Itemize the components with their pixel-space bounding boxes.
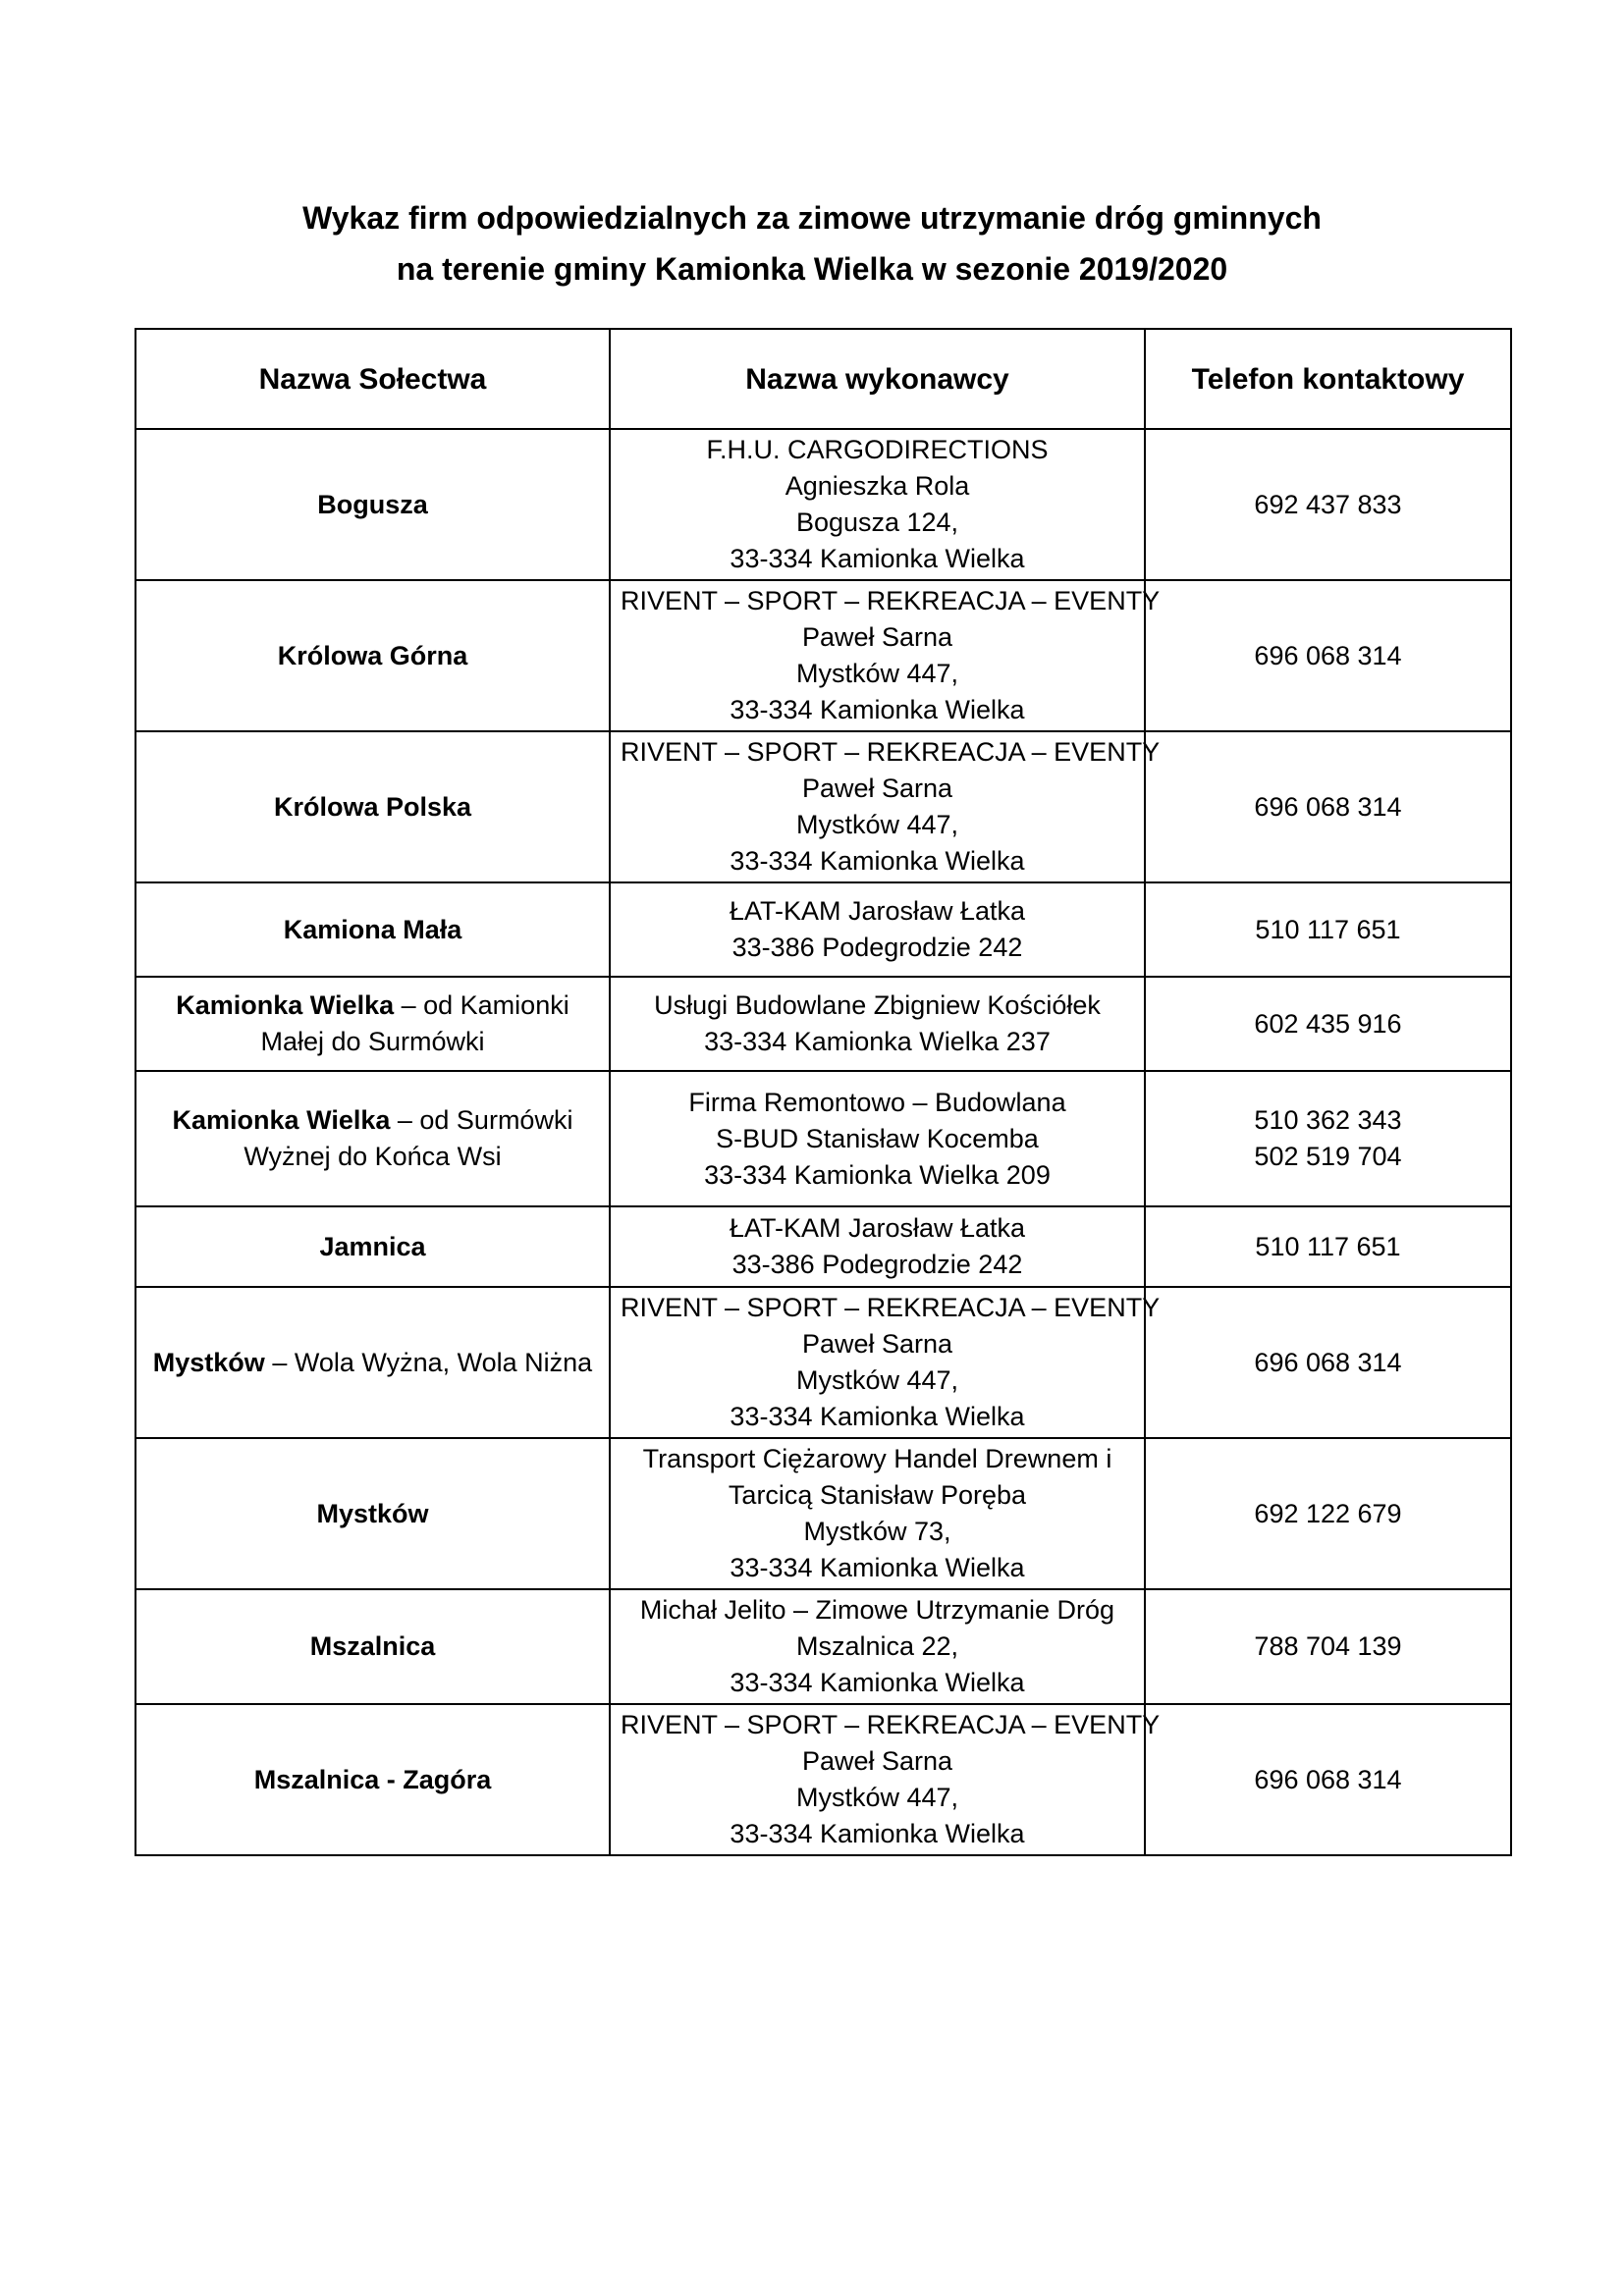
contractors-table: [135, 328, 1512, 1856]
contractor-line: Firma Remontowo – Budowlana: [688, 1087, 1066, 1117]
contractor-cell: [610, 1071, 1145, 1206]
phone-number: 696 068 314: [1254, 1347, 1402, 1377]
phone-number: 510 117 651: [1255, 914, 1401, 944]
contractor-line: Mystków 447,: [795, 659, 959, 688]
contractor-line: 33-334 Kamionka Wielka: [730, 1819, 1025, 1848]
contractor-line: Transport Ciężarowy Handel Drewnem i: [642, 1444, 1112, 1473]
contractor-line: RIVENT – SPORT – REKREACJA – EVENTY: [621, 737, 1161, 767]
column-header-phone: Telefon kontaktowy: [1145, 329, 1511, 429]
contractor-cell: [610, 580, 1161, 731]
contractor-line: Agnieszka Rola: [785, 471, 970, 501]
phone-number: 692 122 679: [1254, 1498, 1402, 1528]
contractor-line: 33-386 Podegrodzie 242: [731, 933, 1023, 962]
table-header-row: [135, 329, 1511, 429]
village-cell: [135, 1438, 610, 1589]
contractor-cell: [610, 882, 1145, 977]
contractor-line: Tarcicą Stanisław Poręba: [728, 1480, 1027, 1510]
contractor-line: Mystków 73,: [803, 1517, 951, 1546]
village-name: Mystków: [316, 1498, 429, 1528]
phone-cell: [1145, 1206, 1511, 1287]
phone-cell: [1145, 429, 1511, 580]
phone-number: 696 068 314: [1254, 791, 1402, 822]
village-cell: [135, 1589, 610, 1704]
contractor-line: 33-334 Kamionka Wielka 237: [704, 1027, 1051, 1056]
contractor-line: 33-334 Kamionka Wielka: [730, 1553, 1025, 1582]
table-row: [135, 1704, 1511, 1855]
contractor-cell: [610, 1589, 1145, 1704]
village-name: Mystków: [152, 1347, 265, 1377]
phone-number: 602 435 916: [1254, 1008, 1402, 1039]
village-cell: [135, 882, 610, 977]
contractor-cell: [610, 977, 1145, 1071]
table-row: [135, 1589, 1511, 1704]
village-cell: [135, 977, 610, 1071]
table-row: [135, 882, 1511, 977]
phone-cell: [1145, 1438, 1511, 1589]
contractor-line: ŁAT-KAM Jarosław Łatka: [729, 1213, 1026, 1243]
contractor-line: Paweł Sarna: [801, 1746, 953, 1776]
contractor-line: 33-334 Kamionka Wielka: [730, 544, 1025, 573]
village-name: Kamiona Mała: [283, 914, 462, 944]
column-header-contractor: Nazwa wykonawcy: [610, 329, 1145, 429]
village-name: Kamionka Wielka: [172, 1105, 391, 1135]
contractor-line: Bogusza 124,: [795, 507, 959, 537]
contractor-line: 33-334 Kamionka Wielka: [730, 695, 1025, 724]
contractor-cell: [610, 1287, 1161, 1438]
village-name: Mszalnica: [309, 1631, 436, 1661]
contractor-line: Paweł Sarna: [801, 622, 953, 652]
contractor-line: S-BUD Stanisław Kocemba: [716, 1123, 1039, 1153]
column-header-village: Nazwa Sołectwa: [135, 329, 610, 429]
phone-number: 692 437 833: [1254, 489, 1402, 519]
contractor-line: RIVENT – SPORT – REKREACJA – EVENTY: [621, 1710, 1161, 1739]
village-name: Królowa Polska: [273, 791, 472, 822]
phone-number: 502 519 704: [1254, 1142, 1402, 1171]
phone-number: 696 068 314: [1254, 640, 1402, 670]
contractor-line: Mszalnica 22,: [795, 1631, 959, 1661]
contractor-line: Mystków 447,: [795, 1365, 959, 1395]
table-row: [135, 731, 1511, 882]
table-row: [135, 977, 1511, 1071]
phone-number: 696 068 314: [1254, 1764, 1402, 1794]
contractor-line: Mystków 447,: [795, 810, 959, 839]
phone-cell: [1145, 731, 1511, 882]
contractor-line: ŁAT-KAM Jarosław Łatka: [729, 896, 1026, 926]
table-row: [135, 1287, 1511, 1438]
phone-number: 510 362 343: [1254, 1105, 1402, 1135]
contractor-line: 33-334 Kamionka Wielka: [730, 1402, 1025, 1431]
contractor-cell: [610, 1206, 1145, 1287]
village-name: Królowa Górna: [277, 640, 468, 670]
contractor-line: 33-334 Kamionka Wielka: [730, 846, 1025, 876]
village-area-detail: – od Surmówki Wyżnej do Końca Wsi: [244, 1105, 573, 1171]
phone-cell: [1145, 1287, 1511, 1438]
table-row: [135, 1438, 1511, 1589]
contractor-line: Paweł Sarna: [801, 1329, 953, 1359]
village-name: Jamnica: [319, 1231, 426, 1261]
contractor-line: 33-386 Podegrodzie 242: [731, 1250, 1023, 1279]
phone-cell: [1145, 1704, 1511, 1855]
contractor-cell: [610, 429, 1145, 580]
contractor-line: F.H.U. CARGODIRECTIONS: [706, 435, 1049, 464]
village-name: Kamionka Wielka: [176, 990, 395, 1020]
page-title: [0, 192, 1624, 294]
village-area-detail: – Wola Wyżna, Wola Niżna: [264, 1347, 593, 1377]
contractor-line: Michał Jelito – Zimowe Utrzymanie Dróg: [639, 1595, 1115, 1625]
table-row: [135, 429, 1511, 580]
village-cell: [135, 1206, 610, 1287]
village-cell: [135, 731, 610, 882]
village-cell: [135, 580, 610, 731]
contractor-cell: [610, 1704, 1161, 1855]
page-title-line-2: na terenie gminy Kamionka Wielka w sezonie 2019/2020: [396, 251, 1228, 287]
contractor-line: Paweł Sarna: [801, 774, 953, 803]
contractor-cell: [610, 731, 1161, 882]
page-title-line-1: Wykaz firm odpowiedzialnych za zimowe utrzymanie dróg gminnych: [302, 200, 1322, 236]
contractor-line: 33-334 Kamionka Wielka: [730, 1668, 1025, 1697]
village-name: Bogusza: [317, 489, 428, 519]
contractor-line: Mystków 447,: [795, 1783, 959, 1812]
village-cell: [135, 429, 610, 580]
phone-cell: [1145, 977, 1511, 1071]
phone-cell: [1145, 1589, 1511, 1704]
phone-number: 510 117 651: [1255, 1231, 1401, 1261]
phone-cell: [1145, 580, 1511, 731]
contractor-cell: [610, 1438, 1145, 1589]
phone-number: 788 704 139: [1254, 1631, 1402, 1661]
table-body: [135, 429, 1511, 1855]
village-cell: [135, 1071, 610, 1206]
contractor-line: 33-334 Kamionka Wielka 209: [704, 1159, 1051, 1190]
phone-cell: [1145, 1071, 1511, 1206]
table-row: [135, 1206, 1511, 1287]
village-cell: [135, 1704, 610, 1855]
table-row: [135, 1071, 1511, 1206]
contractor-line: RIVENT – SPORT – REKREACJA – EVENTY: [621, 586, 1161, 615]
phone-cell: [1145, 882, 1511, 977]
table-row: [135, 580, 1511, 731]
village-name: Mszalnica - Zagóra: [253, 1764, 492, 1794]
contractor-line: RIVENT – SPORT – REKREACJA – EVENTY: [621, 1293, 1161, 1322]
village-area-detail: – od Kamionki Małej do Surmówki: [260, 990, 569, 1056]
village-cell: [135, 1287, 610, 1438]
contractor-line: Usługi Budowlane Zbigniew Kościółek: [654, 990, 1101, 1020]
